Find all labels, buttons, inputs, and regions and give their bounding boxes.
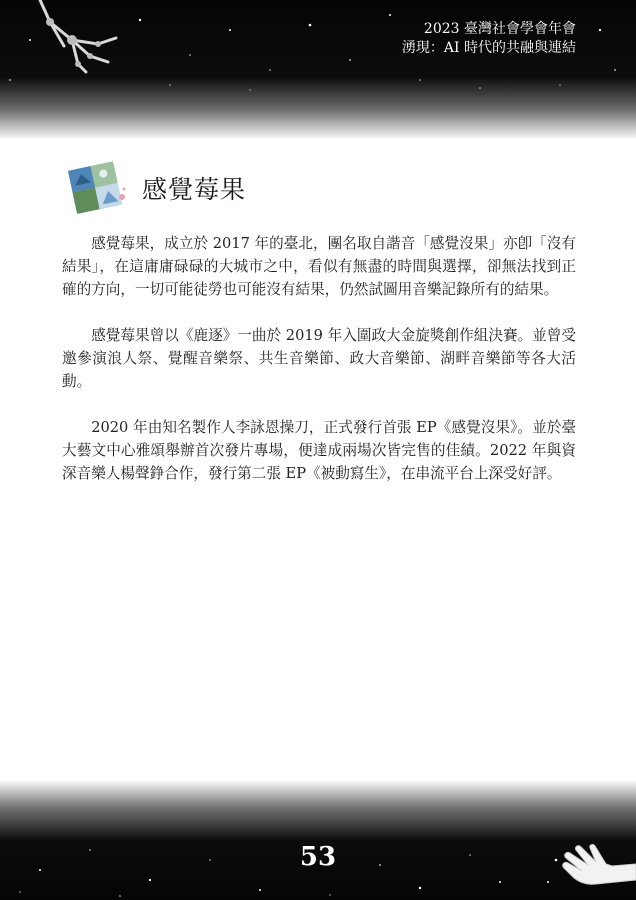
paragraph: 感覺莓果，成立於 2017 年的臺北，團名取自諧音「感覺沒果」亦卽「沒有結果」，在這庸庸碌碌的大城市之中，看似有無盡的時間與選擇，卻無法找到正確的方向，一切可能徒勞也可能沒有結果，仍然試圖用音樂記錄所有的結果。 [62, 235, 576, 298]
conference-title: 2023 臺灣社會學會年會 [423, 21, 576, 37]
robot-hand-illustration [20, 0, 130, 74]
section-title: 感覺莓果 [142, 175, 247, 204]
conference-theme: 湧現：AI 時代的共融與連結 [401, 40, 576, 56]
conference-header [402, 20, 576, 58]
band-photo-icon [66, 157, 130, 217]
page-number: 53 [299, 842, 337, 872]
paragraph: 2020 年由知名製作人李詠恩操刀，正式發行首張 EP《感覺沒果》。並於臺大藝文中心雅頌舉辦首次發片專場，便達成兩場次皆完售的佳績。2022 年與資深音樂人楊聲錚合作，發行第二張 EP《被動寫生》，在串流平台上深受好評。 [62, 419, 576, 482]
paragraph: 感覺莓果曾以《鹿逐》一曲於 2019 年入圍政大金旋獎創作組決賽。並曾受邀參演浪人祭、覺醒音樂祭、共生音樂節、政大音樂節、湖畔音樂節等各大活動。 [62, 327, 576, 390]
article-body [62, 232, 576, 508]
